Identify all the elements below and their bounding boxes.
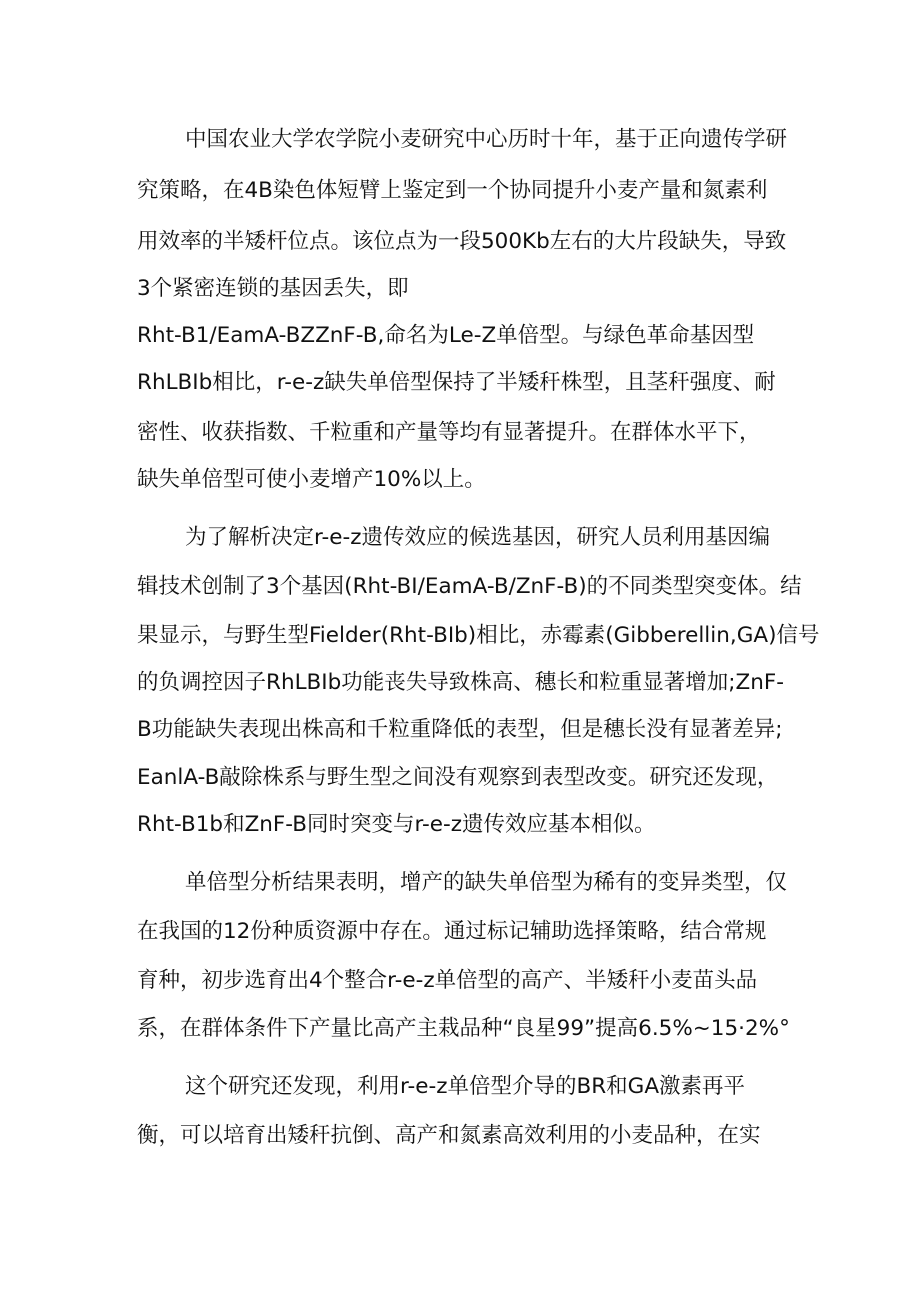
paragraph-1-line-2: 究策略，在4B染色体短臂上鉴定到一个协同提升小麦产量和氮素利 [137, 178, 768, 203]
paragraph-2-line-1: 为了解析决定r-e-z遗传效应的候选基因，研究人员利用基因编 [185, 525, 770, 550]
paragraph-3-line-2: 在我国的12份种质资源中存在。通过标记辅助选择策略，结合常规 [137, 919, 767, 944]
paragraph-1-line-7: 密性、收获指数、千粒重和产量等均有显著提升。在群体水平下， [137, 420, 761, 445]
paragraph-3-line-3: 育种，初步选育出4个整合r-e-z单倍型的高产、半矮秆小麦苗头品 [137, 968, 758, 993]
paragraph-1-line-8: 缺失单倍型可使小麦增产10%以上。 [137, 467, 486, 492]
paragraph-4-line-2: 衡，可以培育出矮秆抗倒、高产和氮素高效利用的小麦品种，在实 [137, 1123, 761, 1148]
paragraph-1-line-4: 3个紧密连锁的基因丢失，即 [137, 276, 409, 301]
paragraph-2-line-7: Rht-B1b和ZnF-B同时突变与r-e-z遗传效应基本相似。 [137, 812, 656, 837]
paragraph-1-line-5: Rht-B1/EamA-BZZnF-B,命名为Le-Z单倍型。与绿色革命基因型 [137, 323, 755, 348]
paragraph-2-line-2: 辑技术创制了3个基因(Rht-BI/EamA-B/ZnF-B)的不同类型突变体。结 [137, 574, 802, 599]
paragraph-3-line-4: 系，在群体条件下产量比高产主栽品种“良星99”提高6.5%~15·2%° [137, 1016, 790, 1041]
paragraph-3-line-1: 单倍型分析结果表明，增产的缺失单倍型为稀有的变异类型，仅 [185, 870, 788, 895]
paragraph-1-line-6: RhLBIb相比，r-e-z缺失单倍型保持了半矮秆株型，且茎秆强度、耐 [137, 370, 776, 395]
paragraph-2-line-5: B功能缺失表现出株高和千粒重降低的表型，但是穗长没有显著差异; [137, 717, 783, 742]
paragraph-1-line-1: 中国农业大学农学院小麦研究中心历时十年，基于正向遗传学研 [185, 127, 788, 152]
paragraph-2-line-3: 果显示，与野生型Fielder(Rht-BIb)相比，赤霉素(Gibberellin,GA)信号 [137, 623, 820, 648]
paragraph-2-line-6: EanlA-B敲除株系与野生型之间没有观察到表型改变。研究还发现， [137, 765, 779, 790]
paragraph-2-line-4: 的负调控因子RhLBIb功能丧失导致株高、穗长和粒重显著增加;ZnF- [137, 670, 785, 695]
paragraph-4-line-1: 这个研究还发现，利用r-e-z单倍型介导的BR和GA激素再平 [185, 1074, 746, 1099]
paragraph-1-line-3: 用效率的半矮杆位点。该位点为一段500Kb左右的大片段缺失，导致 [137, 229, 787, 254]
